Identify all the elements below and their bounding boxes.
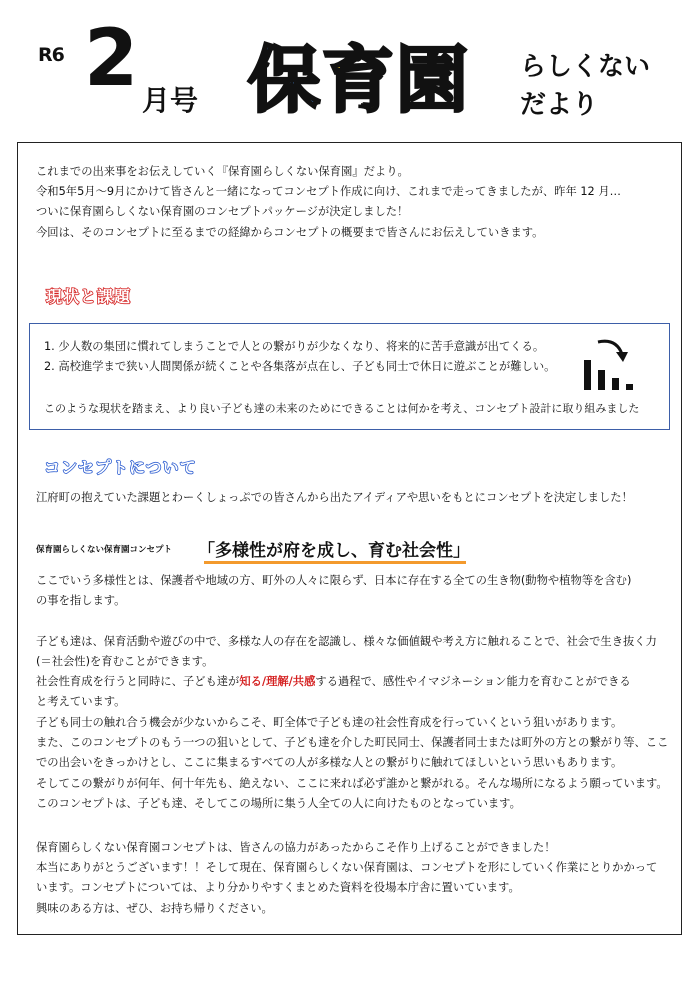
- newsletter-title: [248, 34, 470, 126]
- paragraph-line: そしてこの繋がりが何年、何十年先も、絶えない、ここに来れば必ず誰かと繋がれる。そんな場所になるよう願っています。: [36, 777, 668, 790]
- paragraph-line: (＝社会性)を育むことができます。: [36, 655, 214, 668]
- title-subtitle-2: だより: [520, 90, 599, 120]
- issue-year: R6: [38, 44, 64, 66]
- declining-chart-icon: [578, 336, 640, 392]
- concept-label: 保育園らしくない保育園コンセプト: [36, 545, 173, 555]
- paragraph-line: 本当にありがとうございます！！そして現在、保育園らしくない保育園は、コンセプトを形にしていく作業にとりかかって: [36, 861, 658, 874]
- concept-lead: 江府町の抱えていた課題とわーくしょっぷでの皆さんから出たアイディアや思いをもとにコンセプトを決定しました！: [36, 491, 633, 504]
- title-subtitle-1: らしくない: [520, 52, 651, 82]
- paragraph-line: 子ども達は、保育活動や遊びの中で、多様な人の存在を認識し、様々な価値観や考え方に触れることで、社会で生き抜く力: [36, 635, 657, 648]
- issue-item-1: 1. 少人数の集団に慣れてしまうことで人との繋がりが少なくなり、将来的に苦手意識が出てくる。: [44, 340, 545, 353]
- paragraph-line-highlight: 社会性育成を行うと同時に、子ども達が知る/理解/共感する過程で、感性やイマジネーション能力を育むことができる: [36, 675, 631, 688]
- issues-summary: このような現状を踏まえ、より良い子ども達の未来のためにできることは何かを考え、コンセプト設計に取り組みました: [44, 402, 640, 415]
- paragraph-line: ここでいう多様性とは、保護者や地域の方、町外の人々に限らず、日本に存在する全ての生き物(動物や植物等を含む): [36, 574, 632, 587]
- section-heading-concept: コンセプトについて: [44, 455, 197, 478]
- paragraph-line: と考えています。: [36, 695, 126, 708]
- intro-line: 今回は、そのコンセプトに至るまでの経緯からコンセプトの概要まで皆さんにお伝えしていきます。: [36, 226, 544, 239]
- section-heading-issues: 現状と課題: [46, 284, 131, 307]
- intro-line: 令和5年5月～9月にかけて皆さんと一緒になってコンセプト作成に向け、これまで走ってきましたが、昨年 12 月…: [36, 185, 621, 198]
- paragraph-line: います。コンセプトについては、より分かりやすくまとめた資料を役場本庁舎に置いています。: [36, 881, 520, 894]
- title-char-ho: 保: [248, 38, 321, 122]
- paragraph-line: このコンセプトは、子ども達、そしてこの場所に集う人全ての人に向けたものとなっています。: [36, 797, 521, 810]
- concept-title: 「多様性が府を成し、育む社会性」: [198, 541, 470, 561]
- intro-line: これまでの出来事をお伝えしていく『保育園らしくない保育園』だより。: [36, 165, 409, 178]
- highlight-keywords: 知る/理解/共感: [239, 675, 316, 688]
- paragraph-line: の事を指します。: [36, 594, 126, 607]
- title-char-en: 園: [396, 38, 469, 122]
- paragraph-line: での出会いをきっかけとし、ここに集まるすべての人が多様な人との繋がりに触れてほしいという思いもあります。: [36, 756, 623, 769]
- issue-month-suffix: 月号: [142, 84, 199, 117]
- issue-item-2: 2. 高校進学まで狭い人間関係が続くことや各集落が点在し、子ども同士で休日に遊ぶことが難しい。: [44, 360, 556, 373]
- paragraph-line: 保育園らしくない保育園コンセプトは、皆さんの協力があったからこそ作り上げることができました！: [36, 841, 556, 854]
- paragraph-line: 興味のある方は、ぜひ、お持ち帰りください。: [36, 902, 273, 915]
- issue-month-number: 2: [84, 14, 139, 104]
- title-char-iku: 育: [322, 38, 395, 122]
- concept-title-underline: [204, 561, 466, 564]
- paragraph-line: 子ども同士の触れ合う機会が少ないからこそ、町全体で子ども達の社会性育成を行っていくという狙いがあります。: [36, 716, 623, 729]
- intro-line: ついに保育園らしくない保育園のコンセプトパッケージが決定しました！: [36, 205, 409, 218]
- paragraph-line: また、このコンセプトのもう一つの狙いとして、子ども達を介した町民同士、保護者同士または町外の方との繋がり等、ここ: [36, 736, 669, 749]
